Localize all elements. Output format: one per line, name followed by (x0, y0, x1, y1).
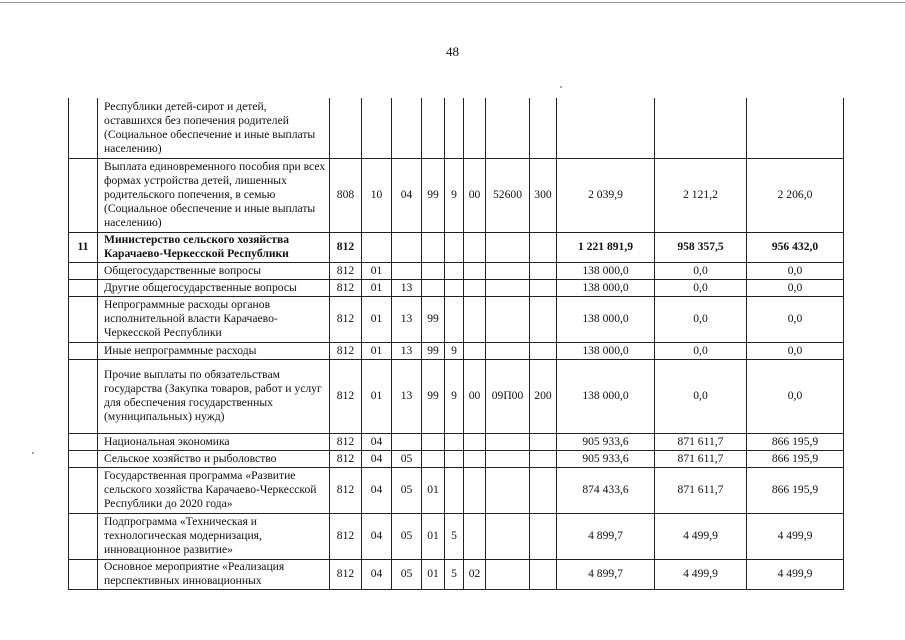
code-event (464, 450, 486, 467)
code-subsection (392, 98, 422, 158)
amount-year-2: 2 121,2 (655, 158, 747, 232)
code-ministry: 812 (330, 467, 362, 513)
row-number: 11 (69, 232, 98, 262)
row-number (69, 158, 98, 232)
code-ministry: 812 (330, 433, 362, 450)
table-row (69, 433, 844, 450)
code-direction (486, 450, 530, 467)
amount-year-3 (747, 98, 844, 158)
amount-year-1: 138 000,0 (557, 342, 655, 359)
code-subprogram: 9 (445, 359, 464, 433)
code-ministry: 812 (330, 359, 362, 433)
code-event (464, 232, 486, 262)
code-subsection: 13 (392, 296, 422, 342)
row-number (69, 342, 98, 359)
table-row (69, 450, 844, 467)
code-section: 04 (362, 433, 392, 450)
amount-year-3: 956 432,0 (747, 232, 844, 262)
code-ministry: 812 (330, 342, 362, 359)
code-subsection: 05 (392, 559, 422, 589)
table-row (69, 98, 844, 158)
row-name: Прочие выплаты по обязательствам государства (Закупка товаров, работ и услуг для обеспечения государственных (муниципальных) нужд) (98, 359, 330, 433)
amount-year-2 (655, 98, 747, 158)
row-number (69, 559, 98, 589)
code-direction (486, 433, 530, 450)
code-ministry: 812 (330, 450, 362, 467)
code-program (422, 433, 445, 450)
code-program (422, 98, 445, 158)
amount-year-1: 138 000,0 (557, 359, 655, 433)
amount-year-1: 4 899,7 (557, 559, 655, 589)
amount-year-3: 0,0 (747, 279, 844, 296)
code-direction (486, 279, 530, 296)
code-subsection: 05 (392, 513, 422, 559)
code-direction (486, 513, 530, 559)
scan-speck (32, 452, 34, 454)
code-subsection: 13 (392, 279, 422, 296)
code-expense-type (530, 232, 557, 262)
code-section: 01 (362, 342, 392, 359)
code-direction (486, 296, 530, 342)
code-section: 01 (362, 262, 392, 279)
amount-year-2: 958 357,5 (655, 232, 747, 262)
code-expense-type (530, 279, 557, 296)
row-name: Республики детей-сирот и детей, оставшихся без попечения родителей (Социальное обеспечение и иные выплаты населению) (98, 98, 330, 158)
code-subprogram (445, 467, 464, 513)
code-direction: 09П00 (486, 359, 530, 433)
amount-year-2: 871 611,7 (655, 450, 747, 467)
code-subsection (392, 262, 422, 279)
amount-year-1: 2 039,9 (557, 158, 655, 232)
code-program (422, 232, 445, 262)
code-event (464, 433, 486, 450)
code-section: 10 (362, 158, 392, 232)
amount-year-2: 871 611,7 (655, 433, 747, 450)
code-expense-type (530, 98, 557, 158)
code-ministry: 812 (330, 262, 362, 279)
code-direction (486, 467, 530, 513)
code-event (464, 342, 486, 359)
code-ministry: 812 (330, 296, 362, 342)
code-section: 04 (362, 513, 392, 559)
row-number (69, 450, 98, 467)
code-program: 01 (422, 467, 445, 513)
code-event (464, 279, 486, 296)
amount-year-2: 0,0 (655, 296, 747, 342)
top-border-line (0, 2, 905, 3)
row-name: Государственная программа «Развитие сельского хозяйства Карачаево-Черкесской Республики до 2020 года» (98, 467, 330, 513)
code-ministry (330, 98, 362, 158)
code-subsection (392, 433, 422, 450)
table-row (69, 158, 844, 232)
code-subprogram (445, 433, 464, 450)
code-program (422, 279, 445, 296)
code-event: 02 (464, 559, 486, 589)
amount-year-1: 138 000,0 (557, 279, 655, 296)
code-section: 01 (362, 359, 392, 433)
amount-year-3: 0,0 (747, 262, 844, 279)
code-subprogram: 5 (445, 513, 464, 559)
row-name: Министерство сельского хозяйства Карачаево-Черкесской Республики (98, 232, 330, 262)
amount-year-2: 4 499,9 (655, 559, 747, 589)
code-subsection: 05 (392, 450, 422, 467)
code-expense-type (530, 467, 557, 513)
row-name: Общегосударственные вопросы (98, 262, 330, 279)
amount-year-3: 866 195,9 (747, 433, 844, 450)
code-program: 01 (422, 559, 445, 589)
code-direction (486, 98, 530, 158)
code-section (362, 232, 392, 262)
table-row (69, 342, 844, 359)
amount-year-3: 0,0 (747, 342, 844, 359)
code-event (464, 296, 486, 342)
code-program: 99 (422, 158, 445, 232)
code-event: 00 (464, 359, 486, 433)
page-number: 48 (446, 44, 459, 59)
table-row (69, 513, 844, 559)
amount-year-3: 4 499,9 (747, 513, 844, 559)
table-row (69, 359, 844, 433)
code-subprogram: 9 (445, 342, 464, 359)
code-section: 01 (362, 279, 392, 296)
code-direction (486, 232, 530, 262)
row-number (69, 467, 98, 513)
amount-year-3: 866 195,9 (747, 450, 844, 467)
code-expense-type (530, 262, 557, 279)
row-number (69, 98, 98, 158)
code-section (362, 98, 392, 158)
code-program (422, 262, 445, 279)
code-section: 04 (362, 467, 392, 513)
code-expense-type (530, 296, 557, 342)
amount-year-1 (557, 98, 655, 158)
code-subsection: 13 (392, 359, 422, 433)
row-number (69, 279, 98, 296)
row-name: Иные непрограммные расходы (98, 342, 330, 359)
code-expense-type (530, 450, 557, 467)
amount-year-1: 905 933,6 (557, 450, 655, 467)
code-section: 04 (362, 450, 392, 467)
code-program: 99 (422, 296, 445, 342)
code-event (464, 513, 486, 559)
row-number (69, 513, 98, 559)
code-expense-type (530, 433, 557, 450)
amount-year-1: 138 000,0 (557, 296, 655, 342)
budget-table (68, 98, 844, 590)
amount-year-1: 138 000,0 (557, 262, 655, 279)
code-program: 01 (422, 513, 445, 559)
table-row (69, 296, 844, 342)
code-subsection: 05 (392, 467, 422, 513)
code-direction (486, 262, 530, 279)
table-row (69, 232, 844, 262)
row-name: Непрограммные расходы органов исполнительной власти Карачаево-Черкесской Республики (98, 296, 330, 342)
code-subprogram (445, 279, 464, 296)
code-ministry: 812 (330, 513, 362, 559)
amount-year-3: 0,0 (747, 296, 844, 342)
code-subprogram (445, 450, 464, 467)
amount-year-2: 0,0 (655, 262, 747, 279)
amount-year-2: 0,0 (655, 279, 747, 296)
row-number (69, 262, 98, 279)
code-subprogram (445, 98, 464, 158)
code-direction (486, 342, 530, 359)
amount-year-2: 0,0 (655, 359, 747, 433)
code-direction (486, 559, 530, 589)
row-number (69, 433, 98, 450)
row-name: Сельское хозяйство и рыболовство (98, 450, 330, 467)
amount-year-1: 905 933,6 (557, 433, 655, 450)
code-section: 01 (362, 296, 392, 342)
amount-year-3: 4 499,9 (747, 559, 844, 589)
code-event: 00 (464, 158, 486, 232)
amount-year-2: 0,0 (655, 342, 747, 359)
row-name: Выплата единовременного пособия при всех формах устройства детей, лишенных родительского попечения, в семью (Социальное обеспечение и иные выплаты населению) (98, 158, 330, 232)
code-subprogram: 9 (445, 158, 464, 232)
code-ministry: 812 (330, 559, 362, 589)
code-direction: 52600 (486, 158, 530, 232)
code-expense-type (530, 342, 557, 359)
code-subsection: 04 (392, 158, 422, 232)
code-ministry: 808 (330, 158, 362, 232)
table-row (69, 467, 844, 513)
code-subsection (392, 232, 422, 262)
code-section: 04 (362, 559, 392, 589)
code-subprogram (445, 232, 464, 262)
amount-year-2: 4 499,9 (655, 513, 747, 559)
row-name: Основное мероприятие «Реализация перспективных инновационных (98, 559, 330, 589)
code-subprogram (445, 262, 464, 279)
code-program (422, 450, 445, 467)
code-subprogram: 5 (445, 559, 464, 589)
code-subprogram (445, 296, 464, 342)
code-event (464, 98, 486, 158)
row-name: Подпрограмма «Техническая и технологическая модернизация, инновационное развитие» (98, 513, 330, 559)
code-ministry: 812 (330, 279, 362, 296)
amount-year-3: 0,0 (747, 359, 844, 433)
code-event (464, 467, 486, 513)
table-row (69, 279, 844, 296)
code-subsection: 13 (392, 342, 422, 359)
table-row (69, 559, 844, 589)
amount-year-2: 871 611,7 (655, 467, 747, 513)
row-number (69, 296, 98, 342)
amount-year-1: 874 433,6 (557, 467, 655, 513)
amount-year-3: 866 195,9 (747, 467, 844, 513)
table-row (69, 262, 844, 279)
code-ministry: 812 (330, 232, 362, 262)
row-name: Национальная экономика (98, 433, 330, 450)
code-program: 99 (422, 359, 445, 433)
code-expense-type: 300 (530, 158, 557, 232)
code-expense-type (530, 559, 557, 589)
amount-year-1: 1 221 891,9 (557, 232, 655, 262)
code-program: 99 (422, 342, 445, 359)
row-name: Другие общегосударственные вопросы (98, 279, 330, 296)
scan-speck (560, 86, 562, 88)
row-number (69, 359, 98, 433)
amount-year-3: 2 206,0 (747, 158, 844, 232)
code-event (464, 262, 486, 279)
amount-year-1: 4 899,7 (557, 513, 655, 559)
code-expense-type (530, 513, 557, 559)
code-expense-type: 200 (530, 359, 557, 433)
